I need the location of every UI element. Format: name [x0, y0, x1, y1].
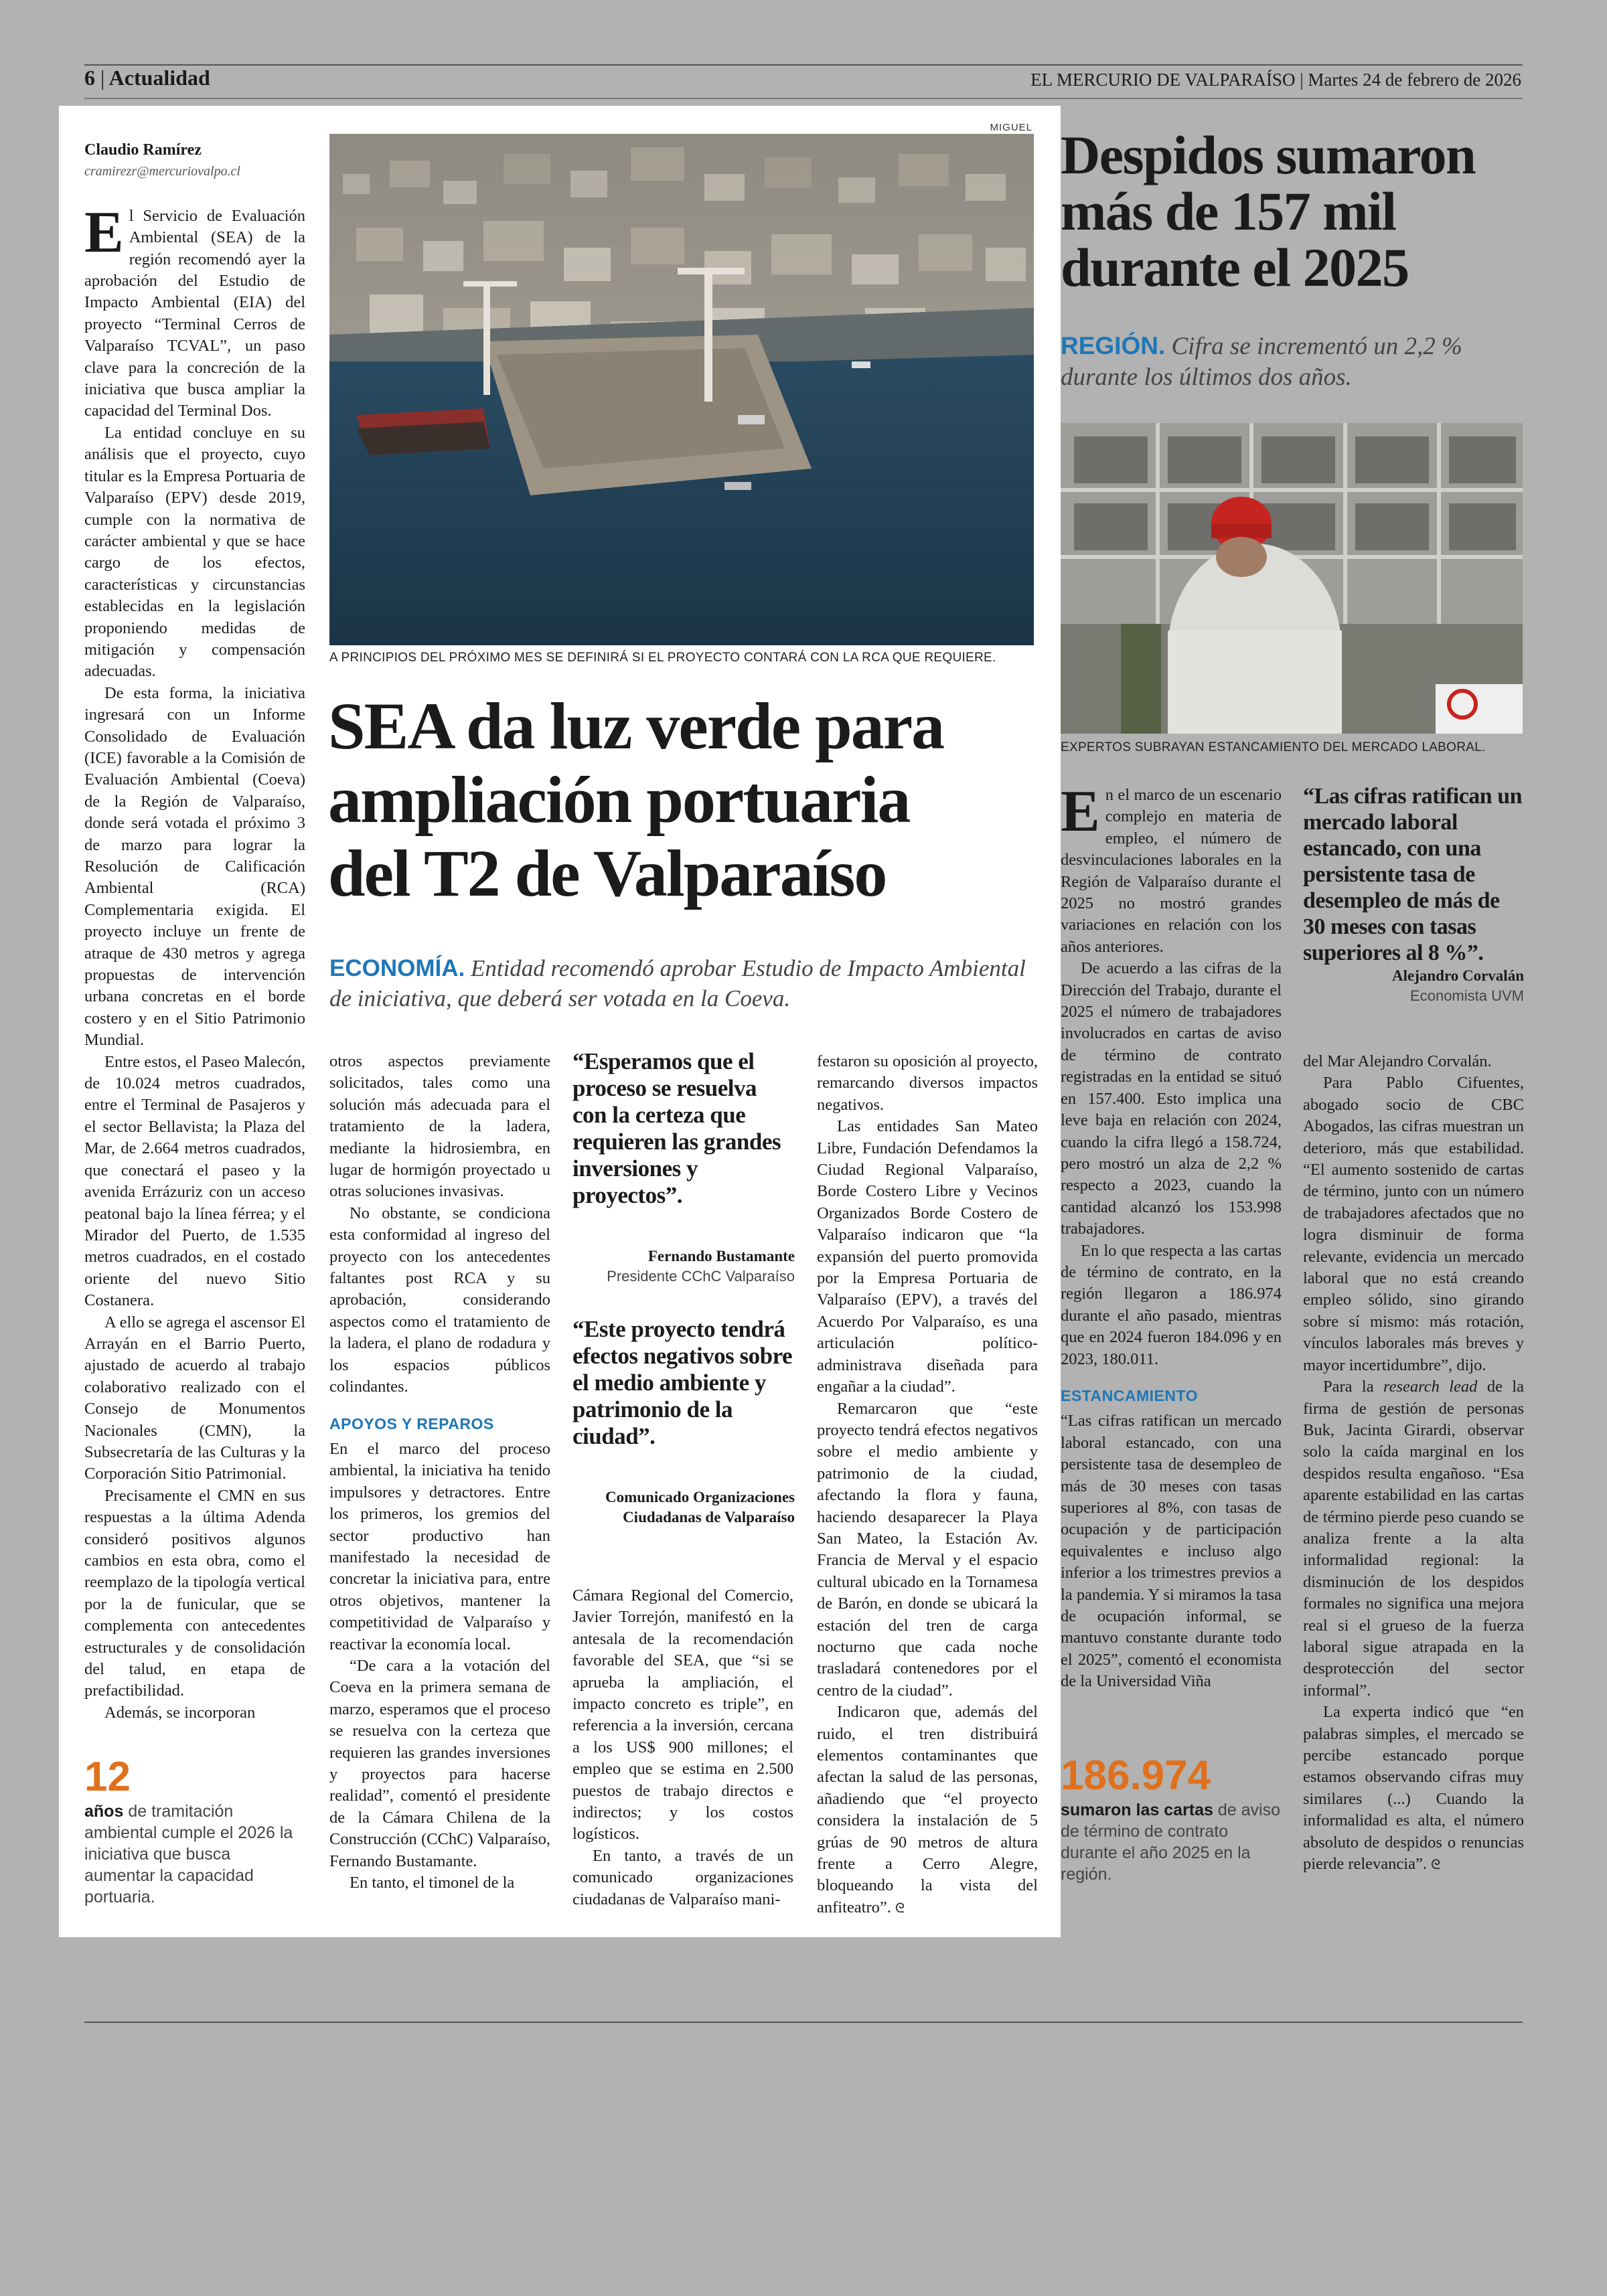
side-col1-para-2: De acuerdo a las cifras de la Dirección del Trabajo, durante el 2025 el número de trabajadores involucrados en cartas de aviso de término de contrato registradas en la entidad se situó en 157.400. Esto implica una leve baja en relación con 2024, cuando la cifra llegó a 158.724, pero mostró un alza de 2,2 % respecto a 2023, cuando la cantidad alcanzó los 153.998 trabajadores.: [1061, 959, 1282, 1238]
main-headline-line-2: ampliación portuaria: [328, 762, 910, 837]
side-subhead: ESTANCAMIENTO: [1061, 1386, 1198, 1404]
side-col2-para-3a: Para la: [1323, 1378, 1383, 1396]
side-deck-text: Cifra se incrementó un 2,2 % durante los últimos dos años.: [1061, 333, 1462, 391]
main-col3-para-2: En tanto, a través de un comunicado organizaciones ciudadanas de Valparaíso mani-: [572, 1846, 793, 1908]
side-quote-role: Economista UVM: [1410, 987, 1524, 1004]
side-kicker: REGIÓN.: [1061, 332, 1166, 359]
main-dropcap: E: [84, 199, 124, 265]
side-stat-text: [1061, 1799, 1288, 1885]
main-col4-para-4: [817, 1702, 1038, 1918]
port-photo: [329, 134, 1034, 645]
main-col2-para-3: En el marco del proceso ambiental, la iniciativa ha tenido impulsores y detractores. Entre los primeros, los gremios del sector productivo han manifestado la necesidad de concretar la iniciativa para, entre otros objetivos, mantener la competitividad de Valparaíso y reactivar la economía local.: [329, 1439, 550, 1653]
main-col1-para-6: Precisamente el CMN en sus respuestas a la última Adenda consideró positivos algunos cambios en esta obra, como el reemplazo de la tipología vertical por la de funicular, que se complementa con antecedentes estructurales y de consolidación del talud, en etapa de prefactibilidad.: [84, 1486, 305, 1700]
side-headline-line-2: más de 157 mil: [1061, 181, 1396, 242]
side-quote-author: Alejandro Corvalán: [1392, 967, 1524, 984]
main-photo-caption: A PRINCIPIOS DEL PRÓXIMO MES SE DEFINIRÁ SI EL PROYECTO CONTARÁ CON LA RCA QUE REQUIERE.: [329, 651, 996, 665]
main-col4-para-4-text: Indicaron que, además del ruido, el tren distribuirá elementos contaminantes que afectan la salud de las personas, añadiendo que “el proyecto considera la instalación de 5 grúas de 90 metros de altura frente a Cerro Alegre, bloqueando la vista del anfiteatro”.: [817, 1703, 1038, 1916]
side-headline: [1061, 127, 1529, 296]
side-photo-caption: EXPERTOS SUBRAYAN ESTANCAMIENTO DEL MERCADO LABORAL.: [1061, 740, 1486, 754]
main-column-1: [84, 139, 305, 1724]
main-column-4: [817, 1051, 1038, 1918]
main-subhead: APOYOS Y REPAROS: [329, 1414, 494, 1432]
main-stat-number: 12: [84, 1754, 131, 1800]
main-col2-para-1: otros aspectos previamente solicitados, tales como una solución más adecuada para el tratamiento de la ladera, mediante la hidrosiembra, en lugar de hormigón proyectado u otras soluciones invasivas.: [329, 1052, 550, 1201]
side-quote: [1303, 783, 1524, 1006]
main-column-3: [572, 1585, 793, 1910]
end-mark-icon: ᘓ: [895, 1899, 905, 1916]
main-quote-1: [572, 1048, 795, 1287]
main-quote-2: [572, 1316, 795, 1528]
worker-photo-image: [1061, 423, 1523, 734]
header-bottom-rule: [84, 98, 1523, 99]
page-section: 6 | Actualidad: [84, 66, 210, 90]
side-col1-para-4: “Las cifras ratifican un mercado laboral estancado, con una persistente tasa de desempleo de más de 30 meses con tasas superiores al 8%, con tasas de ocupación y de participación equivalentes e incluso algo inferior a los trimestres previos a la pandemia. Y si miramos la tasa de ocupación informal, se mantuvo constante durante todo el 2025”, comentó el economista de la Universidad Viña: [1061, 1412, 1282, 1691]
side-headline-line-1: Despidos sumaron: [1061, 125, 1476, 185]
main-column-2: [329, 1051, 550, 1894]
side-column-1: [1061, 779, 1282, 1693]
side-deck: [1061, 331, 1489, 393]
side-stat-desc: de aviso de término de contrato durante el año 2025 en la región.: [1061, 1801, 1280, 1884]
port-photo-image: [329, 134, 1034, 645]
main-headline-line-1: SEA da luz verde para: [328, 689, 944, 763]
main-deck-text: Entidad recomendó aprobar Estudio de Impacto Ambiental de iniciativa, que deberá ser votada en la Coeva.: [329, 955, 1026, 1011]
main-kicker: ECONOMÍA.: [329, 955, 465, 981]
side-col2-para-1: del Mar Alejandro Corvalán.: [1303, 1052, 1492, 1070]
main-stat-box: [84, 1754, 305, 1908]
side-quote-text: “Las cifras ratifican un mercado laboral estancado, con una persistente tasa de desempleo de más de 30 meses con tasas superiores al 8 %”.: [1303, 784, 1523, 965]
paper-and-date: EL MERCURIO DE VALPARAÍSO | Martes 24 de febrero de 2026: [1030, 70, 1521, 90]
main-col2-para-4: “De cara a la votación del Coeva en la primera semana de marzo, esperamos que el proceso se resuelva con la certeza que requieren las grandes inversiones y proyectos para hacerse realidad”, comentó el presidente de la Cámara Chilena de la Construcción (CChC) Valparaíso, Fernando Bustamante.: [329, 1656, 550, 1870]
side-stat-number: 186.974: [1061, 1752, 1211, 1799]
side-col2-para-3-em: research lead: [1383, 1378, 1478, 1396]
main-col3-para-1: Cámara Regional del Comercio, Javier Torrejón, manifestó en la antesala de la recomendación favorable del SEA, que “si se aprueba la ampliación, el impacto concreto es triple”, en referencia a la inversión, cercana a los US$ 900 millones; el empleo que se estima en 2.500 puestos de trabajo directos e indirectos; y los costos logísticos.: [572, 1586, 793, 1843]
side-col2-para-3: [1303, 1376, 1524, 1702]
quote-1-text: “Esperamos que el proceso se resuelva con la certeza que requieren las grandes inversiones y proyectos”.: [572, 1048, 781, 1208]
side-col1-para-1-text: n el marco de un escenario complejo en materia de empleo, el número de desvinculaciones laborales en la Región de Valparaíso durante el 2025 no mostró grandes variaciones en relación con los años anteriores.: [1061, 786, 1282, 956]
side-col2-para-4-text: La experta indicó que “en palabras simples, el mercado se percibe estancado porque estamos observando cifras muy similares (...) Cuando la informalidad es alta, el número absoluto de despidos o renuncias pierde relevancia”.: [1303, 1703, 1524, 1874]
side-col2-para-2: Para Pablo Cifuentes, abogado socio de CBC Abogados, las cifras muestran un deterioro, más que estabilidad. “El aumento sostenido de cartas de término, junto con un número de trabajadores afectados que no logra disminuir de forma relevante, evidencia un mercado laboral que no está creando empleo sólido, sino girando sobre sí mismo: más rotación, vínculos laborales más breves y mayor incertidumbre”, dijo.: [1303, 1074, 1524, 1374]
side-col2-para-3b: de la firma de gestión de personas Buk, Jacinta Girardi, observar solo la caída marginal en los despidos resulta engañoso. “Esa aparente estabilidad en las cartas de término pierde peso cuando se analiza frente a la alta informalidad regional: la disminución de los despidos formales no significa una mejora real si el grueso de la fuerza laboral sigue atrapada en la desprotección del sector informal”.: [1303, 1378, 1524, 1700]
side-col2-para-4: [1303, 1702, 1524, 1875]
main-headline-line-3: del T2 de Valparaíso: [328, 836, 887, 910]
page-number: 6: [84, 66, 95, 90]
side-end-mark-icon: ᘓ: [1430, 1856, 1441, 1873]
side-stat-label: sumaron las cartas: [1061, 1801, 1213, 1819]
side-headline-line-3: durante el 2025: [1061, 237, 1409, 298]
main-col1-para-1-text: l Servicio de Evaluación Ambiental (SEA) de la región recomendó ayer la aprobación del Estudio de Impacto Ambiental (EIA) del proyecto “Terminal Cerros de Valparaíso TCVAL”, un paso clave para la concreción de la iniciativa que busca ampliar la capacidad del Terminal Dos.: [84, 206, 305, 420]
footer-rule: [84, 2022, 1523, 2023]
main-col1-para-5: A ello se agrega el ascensor El Arrayán en el Barrio Puerto, ajustado de acuerdo al trabajo colaborativo realizado con el Consejo de Monumentos Nacionales (CMN), la Subsecretaría de las Culturas y la Corporación Sitio Patrimonial.: [84, 1313, 305, 1483]
main-col4-para-1: festaron su oposición al proyecto, remarcando diversos impactos negativos.: [817, 1052, 1038, 1114]
main-col1-para-1: [84, 199, 305, 422]
side-stat-box: [1061, 1752, 1288, 1885]
quote-2-text: “Este proyecto tendrá efectos negativos sobre el medio ambiente y patrimonio de la ciudad”.: [572, 1316, 793, 1449]
header-top-rule: [84, 64, 1523, 66]
main-col1-para-4: Entre estos, el Paseo Malecón, de 10.024 metros cuadrados, entre el Terminal de Pasajeros y el sector Bellavista; la Plaza del Mar, de 2.664 metros cuadrados, que conectará el paseo y la avenida Errázuriz con un acceso peatonal bajo la línea férrea; y el Mirador del Puerto, de 1.535 metros cuadrados, en el costado oriente del nuevo Sitio Costanera.: [84, 1052, 305, 1310]
author-name: Claudio Ramírez: [84, 141, 202, 159]
quote-2-author-2: Ciudadanas de Valparaíso: [623, 1509, 795, 1526]
side-column-2: [1303, 1051, 1524, 1875]
quote-2-author-1: Comunicado Organizaciones: [605, 1489, 795, 1505]
main-col2-para-2: No obstante, se condiciona esta conformidad al ingreso del proyecto con los antecedentes faltantes post RCA y su aprobación, considerando aspectos como el tratamiento de la ladera, el plano de rodadura y los espacios públicos colindantes.: [329, 1204, 550, 1396]
main-deck: [329, 953, 1039, 1013]
main-col4-para-2: Las entidades San Mateo Libre, Fundación Defendamos la Ciudad Regional Valparaíso, Borde Costero Libre y Vecinos Organizados Borde Costero de Valparaíso indicaron que “la expansión del puerto promovida por la Empresa Portuaria de Valparaíso (EPV), a través del Acuerdo Por Valparaíso, es una articulación político-administrava diseñada para engañar a la ciudad”.: [817, 1117, 1038, 1396]
main-stat-label: años: [84, 1802, 124, 1821]
main-stat-text: [84, 1801, 305, 1908]
worker-photo: [1061, 423, 1523, 734]
main-col2-para-5: En tanto, el timonel de la: [350, 1874, 515, 1892]
main-col1-para-2: La entidad concluye en su análisis que el proyecto, cuyo titular es la Empresa Portuaria de Valparaíso (EPV) desde 2019, cumple con la normativa de carácter ambiental y que se hace cargo de los efectos, características y circunstancias establecidas en la legislación proponiendo medidas de mitigación y compensación adecuadas.: [84, 423, 305, 681]
photo-credit: MIGUEL: [990, 122, 1032, 133]
quote-1-author: Fernando Bustamante: [647, 1248, 795, 1264]
side-col1-para-1: [1061, 779, 1282, 958]
main-col1-para-7: Además, se incorporan: [104, 1703, 256, 1722]
quote-1-role: Presidente CChC Valparaíso: [607, 1268, 795, 1285]
main-col4-para-3: Remarcaron que “este proyecto tendrá efectos negativos sobre el medio ambiente y patrimonio de la ciudad, afectando la flora y fauna, haciendo desaparecer la Playa San Mateo, la Estación Av. Francia de Merval y el espacio cultural ubicado en la Tornamesa de Barón, en donde se ubicará la estación del tren de carga nocturno que cada noche trasladará contenedores por el centro de la ciudad”.: [817, 1399, 1038, 1700]
main-stat-desc: de tramitación ambiental cumple el 2026 la iniciativa que busca aumentar la capacidad portuaria.: [84, 1802, 293, 1906]
author-email: cramirezr@mercuriovalpo.cl: [84, 164, 240, 179]
side-dropcap: E: [1061, 779, 1100, 844]
section-name: Actualidad: [108, 66, 210, 90]
main-headline: [328, 689, 1065, 910]
side-col1-para-3: En lo que respecta a las cartas de término de contrato, en la región llegaron a 186.974 durante el año pasado, mientras que en 2024 fueron 184.096 y en 2023, 180.011.: [1061, 1241, 1282, 1368]
main-col1-para-3: De esta forma, la iniciativa ingresará con un Informe Consolidado de Evaluación (ICE) favorable a la Comisión de Evaluación Ambiental (Coeva) de la Región de Valparaíso, donde será votada el próximo 3 de marzo para lograr la Resolución de Calificación Ambiental (RCA) Complementaria exigida. El proyecto incluye un frente de atraque de 430 metros y agrega propuestas de intervención urbana concretas en el borde costero y en el Sitio Patrimonio Mundial.: [84, 683, 305, 1050]
